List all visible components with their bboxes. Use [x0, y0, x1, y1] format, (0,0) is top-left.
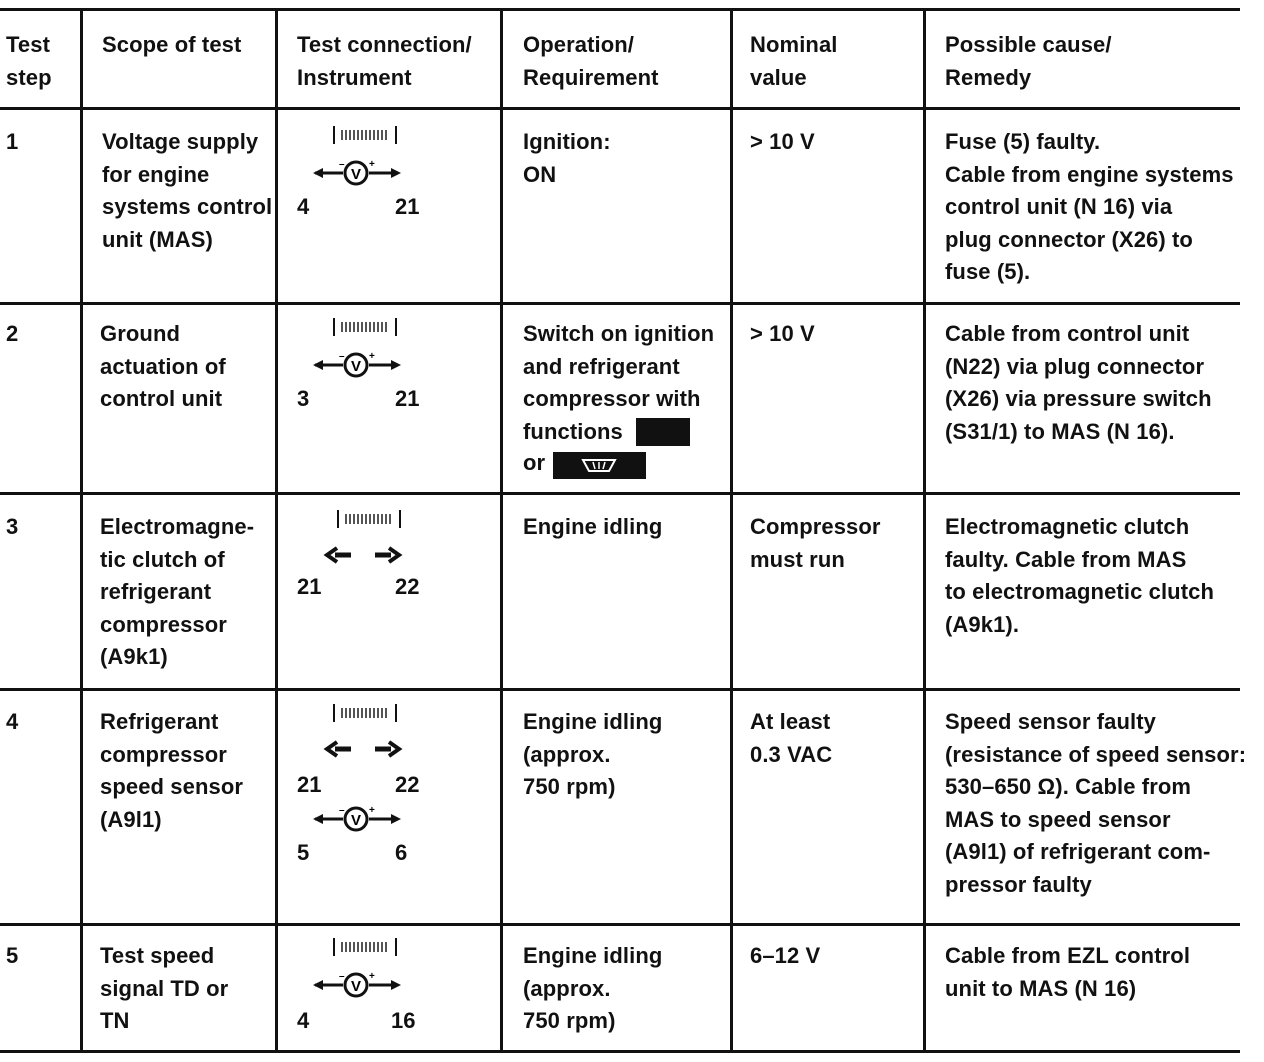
connection-arrows-icon	[323, 542, 443, 568]
row2-voltmeter-diagram	[295, 316, 495, 416]
pin-right-2: 6	[395, 840, 408, 865]
voltmeter-icon	[313, 160, 433, 186]
svg-text:–: –	[339, 352, 345, 362]
header-connection: Test connection/ Instrument	[297, 32, 472, 90]
plug-connector-icon	[333, 318, 397, 336]
pin-left: 21	[297, 574, 322, 599]
row5-operation: Engine idling (approx. 750 rpm)	[523, 943, 663, 1033]
voltmeter-icon	[313, 352, 433, 378]
svg-text:V: V	[350, 812, 362, 829]
row4-nominal: At least 0.3 VAC	[750, 709, 833, 767]
row3-scope: Electromagne- tic clutch of refrigerant compressor (A9k1)	[100, 514, 255, 669]
row1-operation: Ignition: ON	[523, 129, 611, 187]
svg-text:+: +	[369, 972, 375, 982]
voltmeter-icon	[313, 806, 433, 832]
pin-right: 22	[395, 772, 420, 797]
row2-step: 2	[6, 321, 19, 346]
row4-connect-voltmeter-diagram	[295, 702, 495, 872]
pin-left-2: 5	[297, 840, 310, 865]
pin-right: 21	[395, 194, 420, 219]
pin-left: 4	[297, 1008, 310, 1033]
rule-row3	[0, 688, 1240, 691]
row5-nominal: 6–12 V	[750, 943, 821, 968]
rule-row1	[0, 302, 1240, 305]
svg-text:–: –	[339, 160, 345, 170]
pin-right: 21	[395, 386, 420, 411]
svg-text:V: V	[350, 166, 362, 183]
ac-button-icon	[636, 418, 690, 446]
row2-operation-or: or	[523, 450, 545, 475]
row2-operation: Switch on ignition and refrigerant compressor with functions	[523, 321, 715, 444]
header-nominal: Nominal value	[750, 32, 838, 90]
col-rule	[730, 8, 733, 1053]
pin-left: 3	[297, 386, 310, 411]
rule-row4	[0, 923, 1240, 926]
rule-top	[0, 8, 1240, 11]
pin-right: 16	[391, 1008, 416, 1033]
pin-right: 22	[395, 574, 420, 599]
plug-connector-icon	[333, 704, 397, 722]
row4-step: 4	[6, 709, 19, 734]
header-step: Test step	[6, 32, 52, 90]
svg-text:+: +	[369, 160, 375, 170]
row3-nominal: Compressor must run	[750, 514, 881, 572]
row4-operation: Engine idling (approx. 750 rpm)	[523, 709, 663, 799]
row3-step: 3	[6, 514, 19, 539]
rule-row2	[0, 492, 1240, 495]
pin-left: 21	[297, 772, 322, 797]
row1-nominal: > 10 V	[750, 129, 815, 154]
row1-voltmeter-diagram	[295, 124, 495, 224]
voltmeter-icon	[313, 972, 433, 998]
svg-text:–: –	[339, 972, 345, 982]
rule-header	[0, 107, 1240, 110]
pin-left: 4	[297, 194, 310, 219]
header-operation: Operation/ Requirement	[523, 32, 659, 90]
svg-text:+: +	[369, 806, 375, 816]
row3-cause: Electromagnetic clutch faulty. Cable from MAS to electromagnetic clutch (A9k1).	[945, 514, 1215, 637]
connection-arrows-icon	[323, 736, 443, 762]
header-scope: Scope of test	[102, 32, 242, 57]
row3-connect-diagram	[295, 508, 495, 608]
col-rule	[500, 8, 503, 1053]
row5-voltmeter-diagram	[295, 936, 495, 1036]
plug-connector-icon	[333, 126, 397, 144]
rule-bottom	[0, 1050, 1240, 1053]
row2-nominal: > 10 V	[750, 321, 815, 346]
plug-connector-icon	[333, 938, 397, 956]
row1-cause: Fuse (5) faulty. Cable from engine systems control unit (N 16) via plug connector (X26) to fuse (5).	[945, 129, 1234, 284]
row1-step: 1	[6, 129, 19, 154]
row4-cause: Speed sensor faulty (resistance of speed sensor: 530–650 Ω). Cable from MAS to speed sensor (A9l1) of refrigerant com- pressor faulty	[945, 709, 1247, 897]
row2-cause: Cable from control unit (N22) via plug connector (X26) via pressure switch (S31/1) to MAS (N 16).	[945, 321, 1212, 444]
row5-step: 5	[6, 943, 19, 968]
row4-scope: Refrigerant compressor speed sensor (A9l1)	[100, 709, 244, 832]
svg-text:–: –	[339, 806, 345, 816]
row3-operation: Engine idling	[523, 514, 663, 539]
row5-scope: Test speed signal TD or TN	[100, 943, 229, 1033]
row5-cause: Cable from EZL control unit to MAS (N 16)	[945, 943, 1191, 1001]
svg-text:V: V	[350, 978, 362, 995]
svg-text:+: +	[369, 352, 375, 362]
col-rule	[923, 8, 926, 1053]
row2-scope: Ground actuation of control unit	[100, 321, 226, 411]
defrost-button-icon	[553, 452, 646, 479]
col-rule	[275, 8, 278, 1053]
plug-connector-icon	[337, 510, 401, 528]
col-rule	[80, 8, 83, 1053]
row1-scope: Voltage supply for engine systems control unit (MAS)	[102, 129, 273, 252]
header-cause: Possible cause/ Remedy	[945, 32, 1112, 90]
svg-text:V: V	[350, 358, 362, 375]
